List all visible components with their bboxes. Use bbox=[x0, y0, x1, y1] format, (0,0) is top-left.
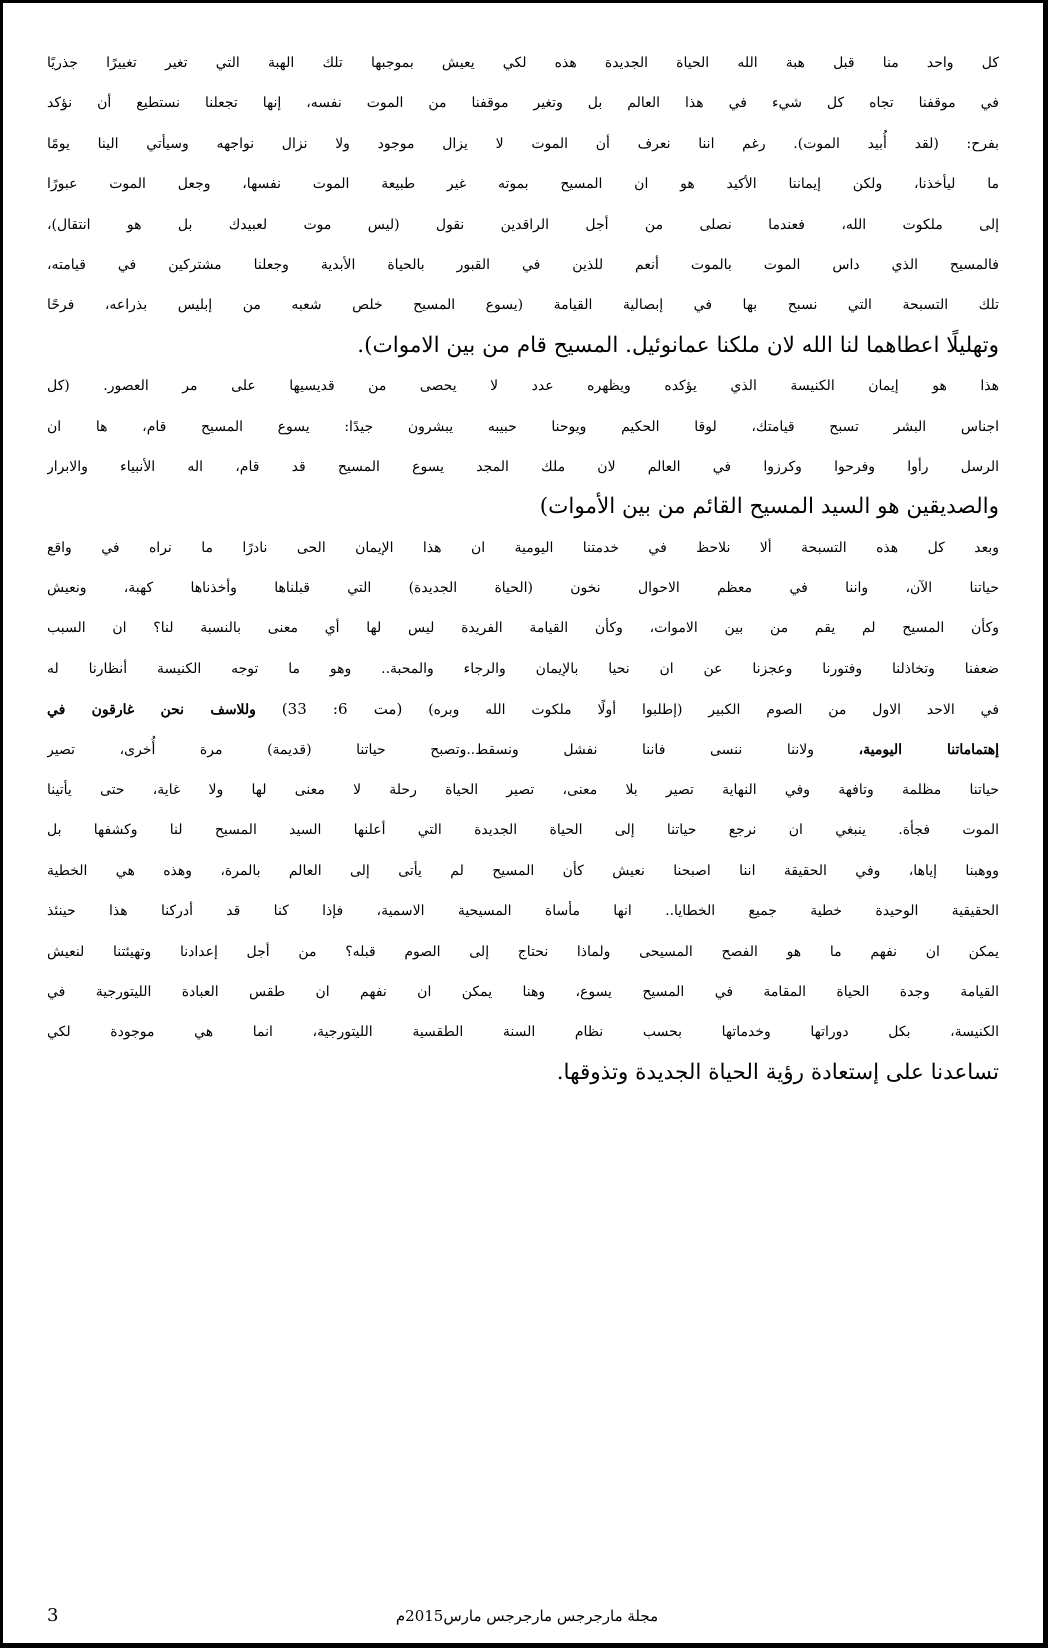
page-footer bbox=[3, 1603, 1048, 1629]
text-line: بفرح: (لقد أُبيد الموت). رغم اننا نعرف أن الموت لا يزال موجود ولا نزال نواجهه وسيأتي الينا يومًا bbox=[47, 135, 999, 152]
article-body bbox=[47, 43, 999, 1093]
text-line: وكأن المسيح لم يقم من بين الاموات، وكأن القيامة الفريدة ليس لها أي معنى بالنسبة لنا؟ ان السبب bbox=[47, 620, 999, 637]
text-line: الكنيسة، بكل دوراتها وخدماتها بحسب نظام السنة الطقسية الليتورجية، انما هي موجودة لكي bbox=[47, 1024, 999, 1041]
text-line: ضعفنا وتخاذلنا وفتورنا وعجزنا عن ان نحيا بالإيمان والرجاء والمحبة.. وهو ما توجه الكنيسة أنظارنا له bbox=[47, 660, 999, 677]
text-line: تلك التسبحة التي نسبح بها في إبصالية القيامة (يسوع المسيح خلص شعبه من إبليس بذراعه، فرحًا bbox=[47, 297, 999, 314]
text-line bbox=[47, 689, 999, 729]
text-line: كل واحد منا قبل هبة الله الحياة الجديدة هذه لكي يعيش بموجبها تلك الهبة التي تغير تغييرًا جذريًا bbox=[47, 55, 999, 71]
text-line: تساعدنا على إستعادة رؤية الحياة الجديدة وتذوقها. bbox=[556, 1059, 999, 1085]
text-line: ما ليأخذنا، ولكن إيماننا الأكيد هو ان المسيح بموته غير طبيعة الموت نفسها، وجعل الموت عبورًا bbox=[47, 176, 999, 193]
text-line: ووهبنا إياها، وفي الحقيقة اننا اصبحنا نعيش كأن المسيح لم يأتى إلى العالم بالمرة، وهذه هي الخطية bbox=[47, 862, 999, 879]
bold-emphasis: وللاسف نحن غارقون في bbox=[47, 702, 256, 719]
bible-citation: (مت 6: 33) bbox=[281, 700, 403, 719]
text-line: اجناس البشر تسبح قيامتك، لوقا الحكيم ويوحنا حبيبه يبشرون جيدًا: يسوع المسيح قام، ها ان bbox=[47, 418, 999, 435]
text-segment: في الاحد الاول من الصوم الكبير (إطلبوا أولًا ملكوت الله وبره) bbox=[428, 702, 999, 719]
text-line: فالمسيح الذي داس الموت بالموت أنعم للذين في القبور بالحياة الأبدية وجعلنا مشتركين في قيامته، bbox=[47, 256, 999, 273]
text-line: الحقيقية الوحيدة خطية جميع الخطايا.. انها مأساة المسيحية الاسمية، فإذا كنا قد أدركنا هذا حينئذ bbox=[47, 903, 999, 920]
text-line: يمكن ان نفهم ما هو الفصح المسيحى ولماذا نحتاج إلى الصوم قبله؟ من أجل إعدادنا وتهيئتنا لنعيش bbox=[47, 943, 999, 960]
footer-title: مجلة مارجرجس مارجرجس مارس2015م bbox=[395, 1607, 659, 1625]
text-line bbox=[47, 730, 999, 770]
text-line: في موقفنا تجاه كل شيء في هذا العالم بل وتغير موقفنا من الموت نفسه، إنها تجعلنا نستطيع أن نؤكد bbox=[47, 95, 999, 112]
bold-emphasis: إهتماماتنا اليومية، bbox=[858, 741, 999, 758]
text-line: الرسل رأوا وفرحوا وكرزوا في العالم لان ملك المجد يسوع المسيح قد قام، اله الأنبياء والابرار bbox=[47, 458, 999, 475]
text-line: وبعد كل هذه التسبحة ألا نلاحظ في خدمتنا اليومية ان هذا الإيمان الحى نادرًا ما نراه في واقع bbox=[47, 539, 999, 556]
text-line: حياتنا مظلمة وتافهة وفي النهاية تصير بلا معنى، تصير الحياة رحلة لا معنى لها ولا غاية، حتى يأتينا bbox=[47, 782, 999, 799]
text-line: الموت فجأة. ينبغي ان نرجع حياتنا إلى الحياة الجديدة التي أعلنها السيد المسيح لنا وكشفها بل bbox=[47, 822, 999, 839]
text-line: إلى ملكوت الله، فعندما نصلى من أجل الراقدين نقول (ليس موت لعبيدك بل هو انتقال)، bbox=[47, 216, 999, 233]
text-line: وتهليلًا اعطاهما لنا الله لان ملكنا عمانوئيل. المسيح قام من بين الاموات). bbox=[357, 332, 999, 358]
text-line: حياتنا الآن، واننا في معظم الاحوال نخون (الحياة الجديدة) التي قبلناها وأخذناها كهبة، ونعيش bbox=[47, 580, 999, 597]
text-line: القيامة وجدة الحياة المقامة في المسيح يسوع، وهنا يمكن ان نفهم ان طقس العبادة الليتورجية في bbox=[47, 983, 999, 1000]
text-line: والصديقين هو السيد المسيح القائم من بين الأموات) bbox=[539, 494, 999, 520]
text-segment: ولاننا ننسى فاننا نفشل ونسقط..وتصبح حياتنا (قديمة) مرة أُخرى، تصير bbox=[47, 741, 814, 758]
text-line: هذا هو إيمان الكنيسة الذي يؤكده ويظهره عدد لا يحصى من قديسيها على مر العصور. (كل bbox=[47, 378, 999, 395]
page-number: 3 bbox=[47, 1605, 59, 1626]
